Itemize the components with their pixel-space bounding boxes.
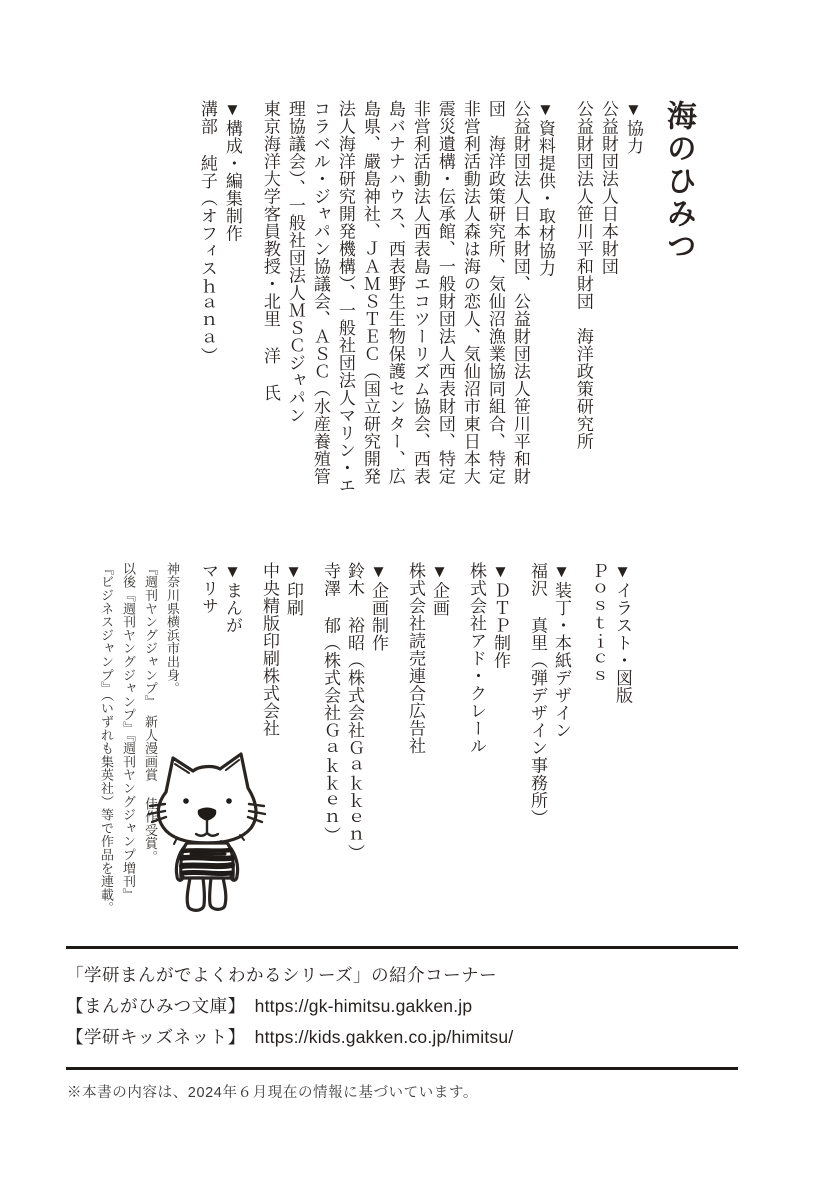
credit-section-cover-design xyxy=(525,562,573,962)
credit-section-planning xyxy=(403,562,451,962)
profile-line: 『ビジネスジャンプ』（いずれも集英社）等で作品を連載。 xyxy=(99,562,114,915)
credit-section-materials-support xyxy=(258,100,558,502)
profile-line: 以後『週刊ヤングジャンプ』『週刊ヤングジャンプ増刊』 xyxy=(121,562,136,902)
link-url: https://gk-himitsu.gakken.jp xyxy=(254,996,473,1016)
section-heading: ▼構成・編集制作 xyxy=(222,100,242,242)
section-heading: ▼資料提供・取材協力 xyxy=(535,100,555,277)
credit-section-planning-production xyxy=(318,562,390,962)
credit-section-illustration xyxy=(586,562,634,962)
credit-line: 寺澤 郁（株式会社Ｇａｋｋｅｎ） xyxy=(321,562,340,844)
credit-section-cooperation xyxy=(571,100,646,502)
credit-line: マリサ xyxy=(199,562,218,615)
link-url: https://kids.gakken.co.jp/himitsu/ xyxy=(254,1027,514,1047)
content-date-footnote: ※本書の内容は、2024年６月現在の情報に基づいています。 xyxy=(67,1084,478,1101)
credit-line: 株式会社アド・クレール xyxy=(467,562,486,755)
section-heading: ▼企画 xyxy=(430,562,449,617)
series-info-title: 「学研まんがでよくわかるシリーズ」の紹介コーナー xyxy=(66,965,498,985)
link-label: 【学研キッズネット】 xyxy=(66,1027,246,1047)
section-heading: ▼まんが xyxy=(223,562,242,634)
book-title: 海のひみつ xyxy=(661,100,695,263)
credit-line: 中央精版印刷株式会社 xyxy=(260,562,279,737)
section-heading: ▼装丁・本紙デザイン xyxy=(552,562,571,739)
credits-top-block xyxy=(195,100,717,502)
credit-line: Ｐｏｓｔｉｃｓ xyxy=(589,562,608,685)
section-heading: ▼印刷 xyxy=(284,562,303,617)
link-label: 【まんがひみつ文庫】 xyxy=(66,996,246,1016)
credit-line: 公益財団法人日本財団 xyxy=(598,100,618,275)
credit-line: 福沢 真里（弾デザイン事務所） xyxy=(528,562,547,827)
section-heading: ▼企画制作 xyxy=(369,562,388,652)
credit-line: 公益財団法人日本財団、公益財団法人笹川平和財団 海洋政策研究所、気仙沼漁業協同組合、特定非営利活動法人森は海の恋人、気仙沼市東日本大震災遺構・伝承館、一般財団法人西表財団、特定非営利活動法人西表島エコツーリズム協会、西表島バナナハウス、西表野生生物保護センター、広島県、嚴島神社、ＪＡＭＳＴＥＣ（国立研究開発法人海洋研究開発機構）、一般社団法人マリン・エコラベル・ジャパン協議会、ＡＳＣ（水産養殖管理協議会）、一般社団法人ＭＳＣジャパン xyxy=(285,100,530,494)
credit-line: 溝部 純子（オフィスｈａｎａ） xyxy=(197,100,217,365)
section-heading: ▼協力 xyxy=(623,100,643,155)
section-heading: ▼イラスト・図版 xyxy=(613,562,632,704)
credit-section-editorial xyxy=(195,100,245,502)
credit-line: 東京海洋大学客員教授・北里 洋 氏 xyxy=(260,100,280,402)
cat-mascot-illustration xyxy=(147,748,267,920)
credit-line: 株式会社読売連合広告社 xyxy=(406,562,425,755)
series-link-kids-net xyxy=(66,1026,738,1048)
credit-section-dtp xyxy=(464,562,512,962)
series-link-himitsu-bunko xyxy=(66,995,738,1017)
credit-line: 公益財団法人笹川平和財団 海洋政策研究所 xyxy=(573,100,593,450)
profile-line: 『週刊ヤングジャンプ』 新人漫画賞 佳作受賞。 xyxy=(143,562,158,864)
series-info-box xyxy=(66,946,738,1070)
profile-line: 神奈川県横浜市出身。 xyxy=(165,562,180,695)
credit-line: 鈴木 裕昭（株式会社Ｇａｋｋｅｎ） xyxy=(345,562,364,862)
section-heading: ▼ＤＴＰ制作 xyxy=(491,562,510,669)
